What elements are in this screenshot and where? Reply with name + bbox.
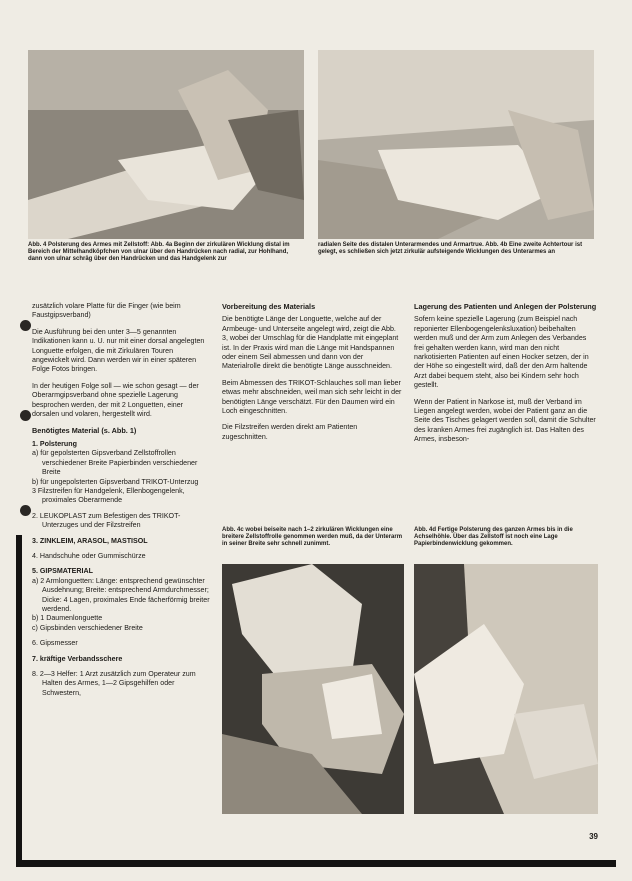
paragraph: zusätzlich volare Platte für die Finger (wie beim Faustgipsverband): [32, 302, 181, 320]
caption-fig-4d: Abb. 4d Fertige Polsterung des ganzen Armes bis in die Achselhöhle. Über das Zellstoff ist noch eine Lage Papierbindenwicklung gekommen.: [414, 527, 573, 548]
column-2: [222, 302, 402, 449]
page-number: 39: [589, 832, 598, 841]
material-list: [32, 440, 210, 698]
section-heading: Vorbereitung des Materials: [222, 302, 316, 311]
photo-fig-4a: [28, 50, 304, 239]
photo-fig-4b: [318, 50, 594, 239]
margin-bullet: [20, 320, 31, 331]
photo-fig-4c: [222, 564, 404, 814]
paragraph: Die benötigte Länge der Longuette, welche auf der Armbeuge- und Unterseite angelegt wird, zeigt die Abb. 3, wobei der Umschlag für die Handplatte mit eingeplant ist. In der Praxis wird man die Länge mit Handspannen oder einem Seil abmessen und dann von der Materialrolle direkt die benötigte Länge ausschneiden.: [222, 315, 399, 371]
list-item: 5. GIPSMATERIAL: [32, 567, 93, 576]
column-3: [414, 302, 598, 452]
caption-fig-4-right: radialen Seite des distalen Unterarmendes und Armartrue. Abb. 4b Eine zweite Achtertour ist gelegt, es schließen sich jetzt zirkulär aufsteigende Wicklungen des Unterarmes an: [318, 242, 583, 256]
section-heading: Lagerung des Patienten und Anlegen der Polsterung: [414, 302, 597, 311]
list-item: 4. Handschuhe oder Gummischürze: [32, 551, 146, 560]
list-item: 3 Filzstreifen für Handgelenk, Ellenbogengelenk, proximales Oberarmende: [32, 486, 185, 505]
list-item: 6. Gipsmesser: [32, 639, 78, 648]
list-item: 3. ZINKLEIM, ARASOL, MASTISOL: [32, 536, 148, 545]
list-item: a) für gepolsterten Gipsverband Zellstoffrollen verschiedener Breite Papierbinden verschiedener Breite: [32, 449, 198, 477]
list-item: 7. kräftige Verbandsschere: [32, 654, 123, 663]
list-item: 1. Polsterung: [32, 439, 77, 448]
list-item: c) Gipsbinden verschiedener Breite: [32, 623, 143, 632]
paragraph: Beim Abmessen des TRIKOT-Schlauches soll man lieber etwas mehr abschneiden, weil man sich sehr leicht in der benötigten Länge verschätzt. Für den Daumen wird ein Loch eingeschnitten.: [222, 378, 402, 416]
list-item: a) 2 Armlonguetten: Länge: entsprechend gewünschter Ausdehnung; Breite: entsprechend Armdurchmesser; Dicke: 4 Lagen, proximales Ende fächerförmig breiter werdend.: [32, 576, 210, 613]
paragraph: Die Filzstreifen werden direkt am Patienten zugeschnitten.: [222, 423, 358, 441]
footer-rule: [16, 860, 616, 867]
column-1: [32, 302, 210, 704]
caption-fig-4-left: Abb. 4 Polsterung des Armes mit Zellstoff: Abb. 4a Beginn der zirkulären Wicklung distal im Bereich der Mittelhandköpfchen von ulnar über den Handrücken nach radial, zur Hohlhand, dann von ulnar schräg über den Handrücken und das Handgelenk zur: [28, 242, 290, 263]
paragraph: Wenn der Patient in Narkose ist, muß der Verband im Liegen angelegt werden, wobei der Patient ganz an die Seite des Tisches gelagert werden soll, damit die Schulter des kranken Armes frei zugänglich ist. Das Halten des Armes, insbeson-: [414, 397, 596, 444]
list-item: b) 1 Daumenlonguette: [32, 614, 103, 623]
paragraph: Die Ausführung bei den unter 3—5 genannten Indikationen kann u. U. nur mit einer dorsal angelegten Longuette erfolgen, die mit Zirkulären Touren angewickelt wird. Dann werden wir in einer späteren Folge Fotos bringen.: [32, 327, 205, 374]
caption-fig-4c: Abb. 4c wobei beiseite nach 1–2 zirkulären Wicklungen eine breitere Zellstoffrolle genommen werden muß, da der Unterarm in seiner Breite sehr schnell zunimmt.: [222, 527, 403, 548]
list-item: 2. LEUKOPLAST zum Befestigen des TRIKOT-Unterzuges und der Filzstreifen: [32, 511, 181, 530]
margin-bullet: [20, 505, 31, 516]
photo-fig-4d: [414, 564, 598, 814]
paragraph: In der heutigen Folge soll — wie schon gesagt — der Oberarmgipsverband ohne spezielle Lagerung besprochen werden, der mit 2 Longuetten, einer dorsalen und volaren, hergestellt wird.: [32, 381, 199, 419]
list-item: b) für ungepolsterten Gipsverband TRIKOT-Unterzug: [32, 477, 199, 486]
margin-bullet: [20, 410, 31, 421]
list-item: 8. 2—3 Helfer: 1 Arzt zusätzlich zum Operateur zum Halten des Armes, 1—2 Gipsgehilfen oder Schwestern,: [32, 670, 196, 697]
margin-rule: [16, 535, 22, 865]
paragraph: Sofern keine spezielle Lagerung (zum Beispiel nach reponierter Ellenbogengelenksluxation) beibehalten werden muß und der Arm zum Anlegen des Verbandes frei gehalten werden kann, wird man den nicht narkotisierten Patienten auf einen Hocker setzen, der in der Höhe so eingestellt wird, daß der den Arm haltende Arzt dabei bequem steht, also bei Kindern sehr hoch gestellt.: [414, 315, 589, 390]
section-heading: Benötigtes Material (s. Abb. 1): [32, 426, 137, 436]
